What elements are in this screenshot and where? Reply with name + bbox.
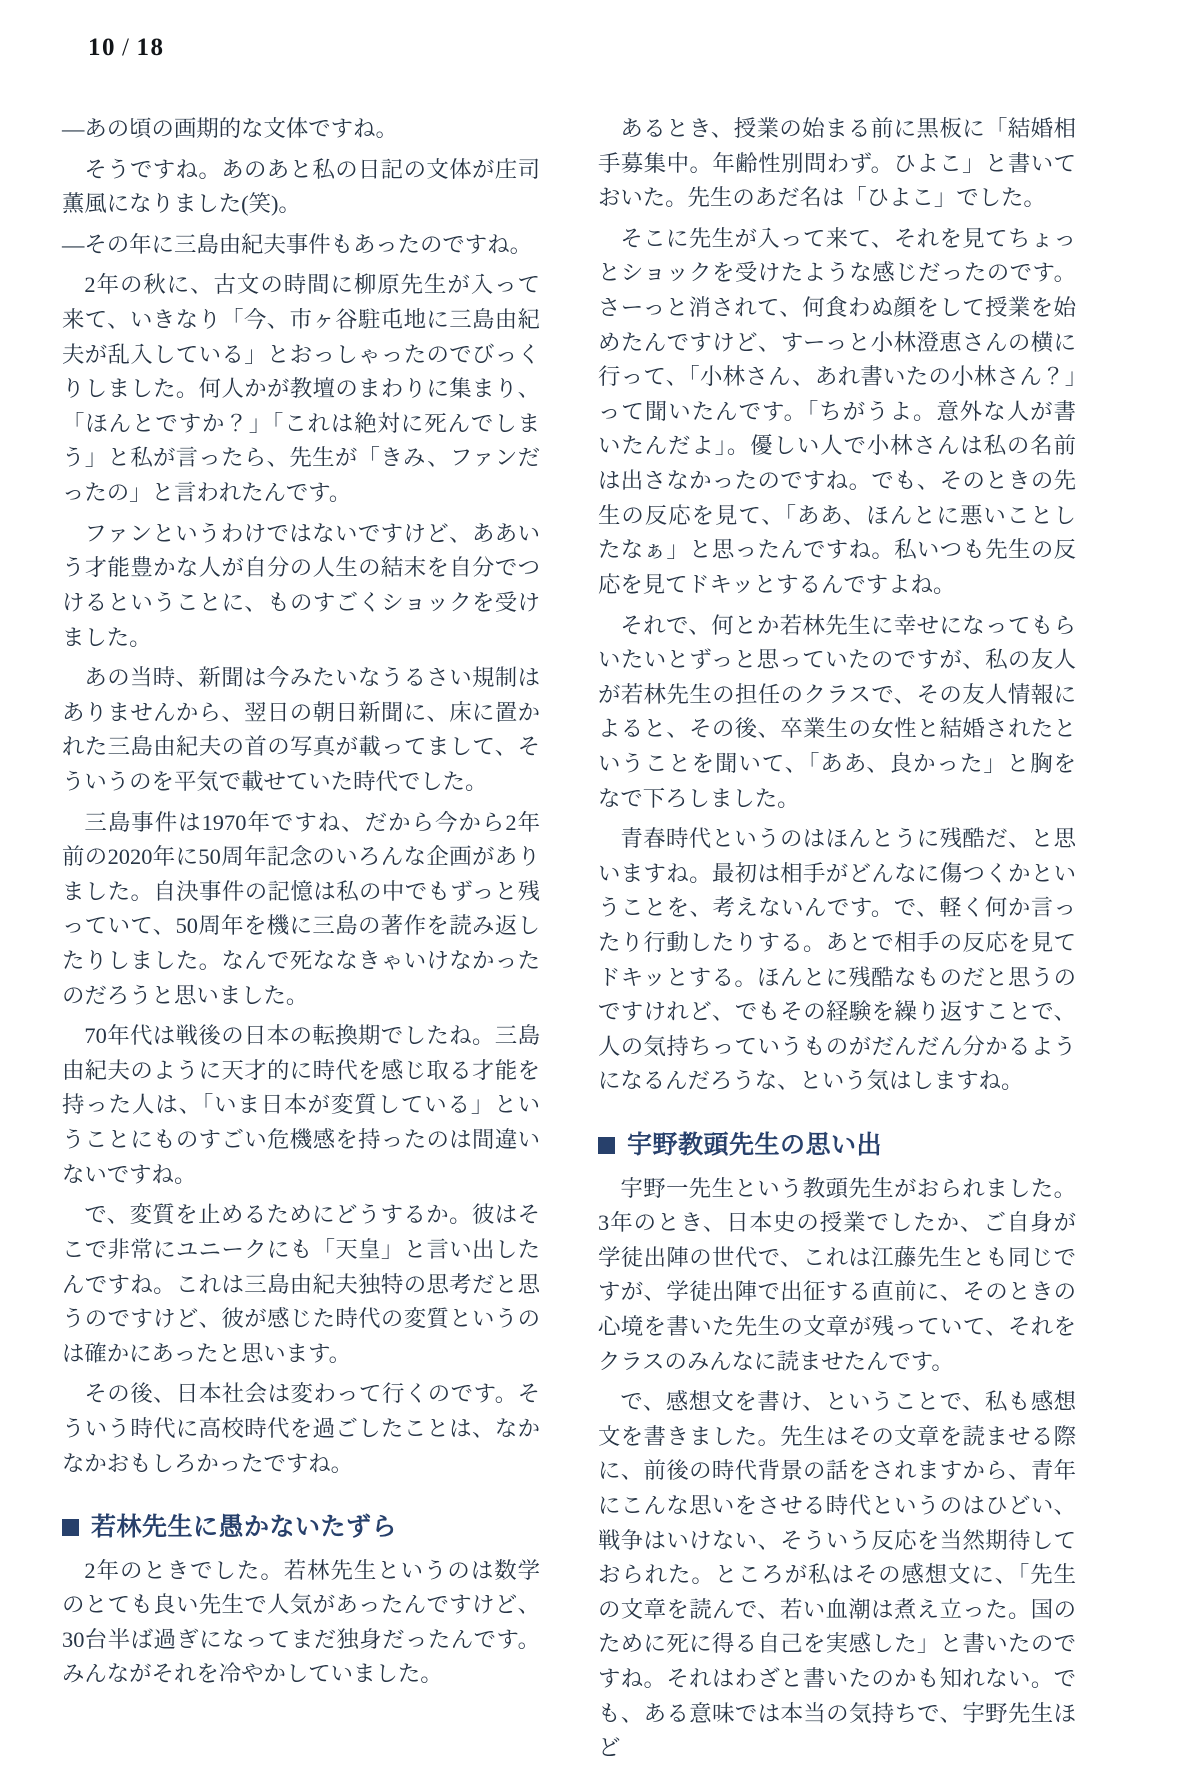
paragraph: ファンというわけではないですけど、ああいう才能豊かな人が自分の人生の結末を自分でつけるということに、ものすごくショックを受けました。 <box>62 520 540 650</box>
paragraph: あるとき、授業の始まる前に黒板に「結婚相手募集中。年齢性別問わず。ひよこ」と書いておいた。先生のあだ名は「ひよこ」でした。 <box>598 116 1076 211</box>
paragraph: あの当時、新聞は今みたいなうるさい規制はありませんから、翌日の朝日新聞に、床に置かれた三島由紀夫の首の写真が載ってまして、そういうのを平気で載せていた時代でした。 <box>62 665 540 794</box>
paragraph: 2年のときでした。若林先生というのは数学のとても良い先生で人気があったんですけど、30台半ば過ぎになってまだ独身だったんです。みんながそれを冷やかしていました。 <box>62 1557 540 1687</box>
page-number-header <box>88 34 164 62</box>
paragraph: 三島事件は1970年ですね、だから今から2年前の2020年に50周年記念のいろんな企画がありました。自決事件の記憶は私の中でもずっと残っていて、50周年を機に三島の著作を読み返したりしました。なんで死ななきゃいけなかったのだろうと思いました。 <box>62 809 540 1008</box>
paragraph: そうですね。あのあと私の日記の文体が庄司薫風になりました(笑)。 <box>62 156 540 217</box>
paragraph: その後、日本社会は変わって行くのです。そういう時代に高校時代を過ごしたことは、なかなかおもしろかったですね。 <box>62 1381 540 1476</box>
paragraph: 70年代は戦後の日本の転換期でしたね。三島由紀夫のように天才的に時代を感じ取る才能を持った人は、「いま日本が変質している」ということにものすごい危機感を持ったのは間違いないですね。 <box>62 1023 540 1187</box>
square-bullet-icon <box>62 1519 79 1536</box>
paragraph: で、変質を止めるためにどうするか。彼はそこで非常にユニークにも「天皇」と言い出したんですね。これは三島由紀夫独特の思考だと思うのですけど、彼が感じた時代の変質というのは確かにあったと思います。 <box>62 1202 540 1366</box>
section-heading-label: 若林先生に愚かないたずら <box>91 1513 398 1542</box>
paragraph: ―その年に三島由紀夫事件もあったのですね。 <box>62 231 532 257</box>
paragraph: 青春時代というのはほんとうに残酷だ、と思いますね。最初は相手がどんなに傷つくかということを、考えないんです。で、軽く何か言ったり行動したりする。あとで相手の反応を見てドキッとする。ほんとに残酷なものだと思うのですけれど、でもその経験を繰り返すことで、人の気持ちっていうものがだんだん分かるようになるんだろうな、という気はしますね。 <box>598 826 1076 1094</box>
square-bullet-icon <box>598 1137 615 1154</box>
paragraph: 宇野一先生という教頭先生がおられました。3年のとき、日本史の授業でしたか、ご自身が学徒出陣の世代で、これは江藤先生とも同じですが、学徒出陣で出征する直前に、そのときの心境を書いた先生の文章が残っていて、それをクラスのみんなに読ませたんです。 <box>598 1175 1076 1374</box>
paragraph: で、感想文を書け、ということで、私も感想文を書きました。先生はその文章を読ませる際に、前後の時代背景の話をされますから、青年にこんな思いをさせる時代というのはひどい、戦争はいけない、そういう反応を当然期待しておられた。ところが私はその感想文に、「先生の文章を読んで、若い血潮は煮え立った。国のために死に得る自己を実感した」と書いたのですね。それはわざと書いたのかも知れない。でも、ある意味では本当の気持ちで、宇野先生ほど <box>598 1389 1076 1761</box>
two-column-body <box>62 112 1126 1772</box>
left-column <box>62 112 540 1772</box>
page-number-total: 18 <box>136 34 165 61</box>
paragraph: そこに先生が入って来て、それを見てちょっとショックを受けたような感じだったのです。さーっと消されて、何食わぬ顔をして授業を始めたんですけど、すーっと小林澄恵さんの横に行って、「小林さん、あれ書いたの小林さん？」って聞いたんです。「ちがうよ。意外な人が書いたんだよ」。優しい人で小林さんは私の名前は出さなかったのですね。でも、そのときの先生の反応を見て、「ああ、ほんとに悪いことしたなぁ」と思ったんですね。私いつも先生の反応を見てドキッとするんですよね。 <box>598 225 1076 597</box>
paragraph: ―あの頃の画期的な文体ですね。 <box>62 116 398 141</box>
page-number-separator: / <box>122 34 131 61</box>
right-column <box>598 112 1076 1772</box>
paragraph: それで、何とか若林先生に幸せになってもらいたいとずっと思っていたのですが、私の友人が若林先生の担任のクラスで、その友人情報によると、その後、卒業生の女性と結婚されたということを聞いて、「ああ、良かった」と胸をなで下ろしました。 <box>598 612 1076 811</box>
page-number-current: 10 <box>88 34 116 61</box>
paragraph: 2年の秋に、古文の時間に柳原先生が入って来て、いきなり「今、市ヶ谷駐屯地に三島由紀夫が乱入している」とおっしゃったのでびっくりしました。何人かが教壇のまわりに集まり、「ほんとですか？」「これは絶対に死んでしまう」と私が言ったら、先生が「きみ、ファンだったの」と言われたんです。 <box>62 272 540 506</box>
section-heading-wakabayashi <box>62 1511 540 1544</box>
section-heading-label: 宇野教頭先生の思い出 <box>627 1131 883 1160</box>
section-heading-uno <box>598 1129 1076 1162</box>
